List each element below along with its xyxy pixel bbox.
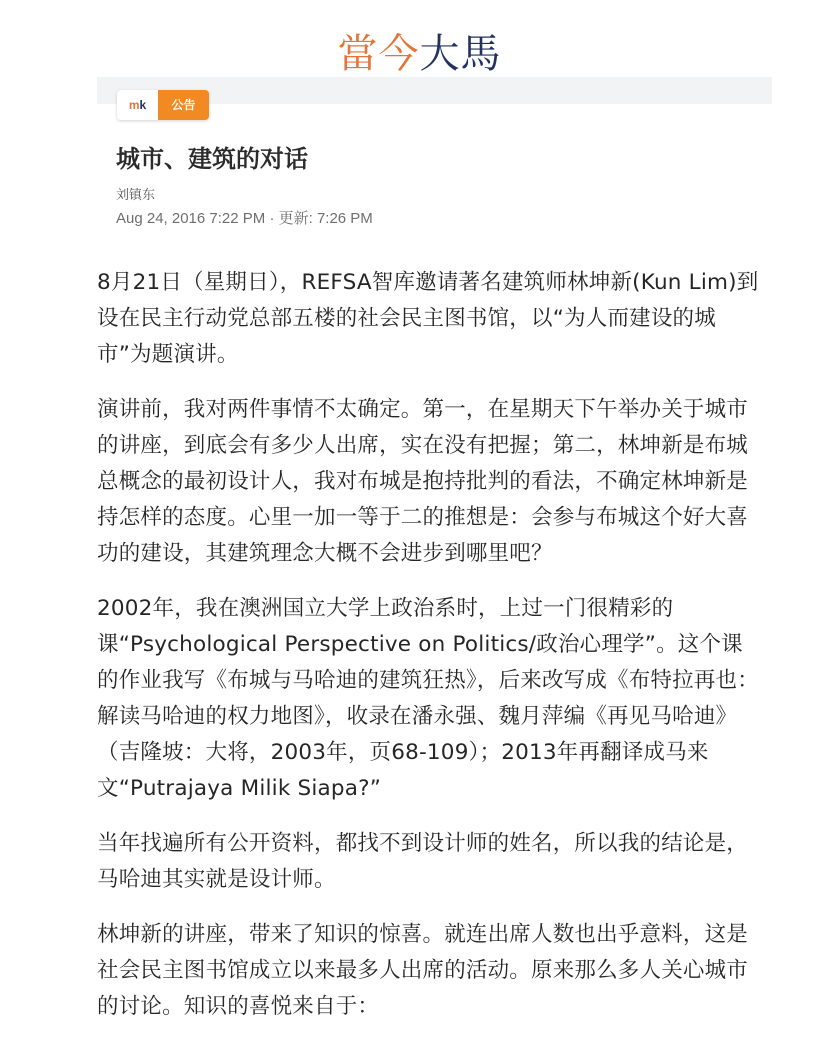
category-label[interactable]: 公告: [158, 90, 209, 120]
article-paragraph: 当年找遍所有公开资料，都找不到设计师的姓名，所以我的结论是，马哈迪其实就是设计师。: [97, 831, 749, 892]
site-logo-part1: 當今: [337, 31, 420, 77]
article-body: [97, 265, 763, 1044]
article-date: Aug 24, 2016 7:22 PM · 更新: 7:26 PM: [116, 210, 373, 227]
site-logo[interactable]: [0, 28, 839, 80]
article-paragraph: 林坤新的讲座，带来了知识的惊喜。就连出席人数也出乎意料，这是社会民主图书馆成立以来最多人出席的活动。原来那么多人关心城市的讨论。知识的喜悦来自于：: [97, 922, 749, 1019]
article-paragraph: 2002年，我在澳洲国立大学上政治系时，上过一门很精彩的课“Psychological Perspective on Politics/政治心理学”。这个课的作业我写《布城与马哈迪的建筑狂热》，后来改写成《布特拉再也：解读马哈迪的权力地图》，收录在潘永强、魏月萍编《再见马哈迪》（吉隆坡：大将，2003年，页68-109）；2013年再翻译成马来文“Putrajaya Milik Siapa?”: [97, 596, 759, 801]
article-paragraph: 8月21日（星期日），REFSA智库邀请著名建筑师林坤新(Kun Lim)到设在民主行动党总部五楼的社会民主图书馆，以“为人而建设的城市”为题演讲。: [97, 270, 759, 367]
site-logo-part2: 大馬: [419, 31, 502, 77]
article-title: 城市、建筑的对话: [116, 145, 308, 173]
mk-logo-icon: m k: [117, 90, 158, 120]
article-author[interactable]: 刘镇东: [116, 188, 156, 203]
category-tag[interactable]: [117, 90, 209, 120]
article-paragraph: 演讲前，我对两件事情不太确定。第一，在星期天下午举办关于城市的讲座，到底会有多少人出席，实在没有把握；第二，林坤新是布城总概念的最初设计人，我对布城是抱持批判的看法，不确定林坤新是持怎样的态度。心里一加一等于二的推想是：会参与布城这个好大喜功的建设，其建筑理念大概不会进步到哪里吧？: [97, 397, 749, 566]
